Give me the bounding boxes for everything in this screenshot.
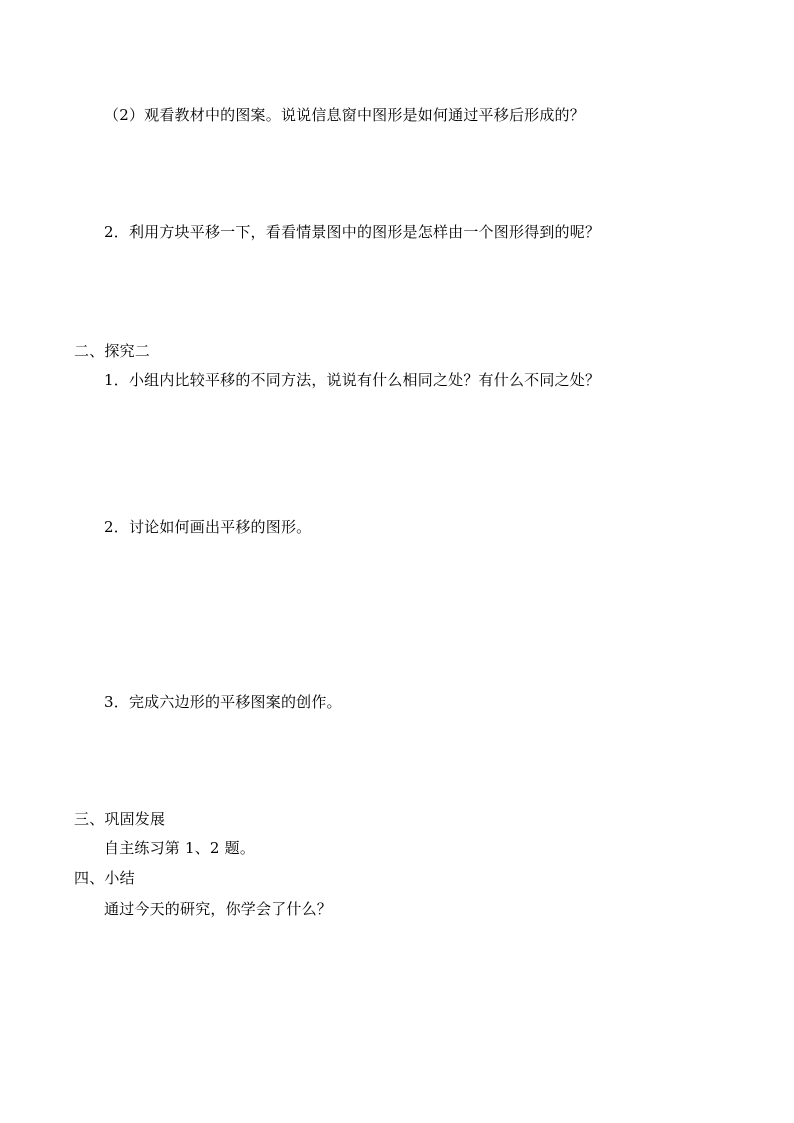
question-2: 2．利用方块平移一下，看看情景图中的图形是怎样由一个图形得到的呢？ — [104, 223, 601, 241]
question-2-sub-2: （2）观看教材中的图案。说说信息窗中图形是如何通过平移后形成的？ — [104, 106, 585, 124]
section-heading-explore-2: 二、探究二 — [74, 342, 151, 360]
summary-text: 通过今天的研究，你学会了什么？ — [104, 900, 333, 918]
consolidate-text: 自主练习第 1、2 题。 — [104, 839, 256, 857]
explore-2-item-2: 2．讨论如何画出平移的图形。 — [104, 518, 312, 536]
section-heading-consolidate: 三、巩固发展 — [74, 810, 166, 828]
explore-2-item-3: 3．完成六边形的平移图案的创作。 — [104, 693, 342, 711]
section-heading-summary: 四、小结 — [74, 869, 135, 887]
explore-2-item-1: 1．小组内比较平移的不同方法，说说有什么相同之处？有什么不同之处？ — [104, 371, 601, 389]
